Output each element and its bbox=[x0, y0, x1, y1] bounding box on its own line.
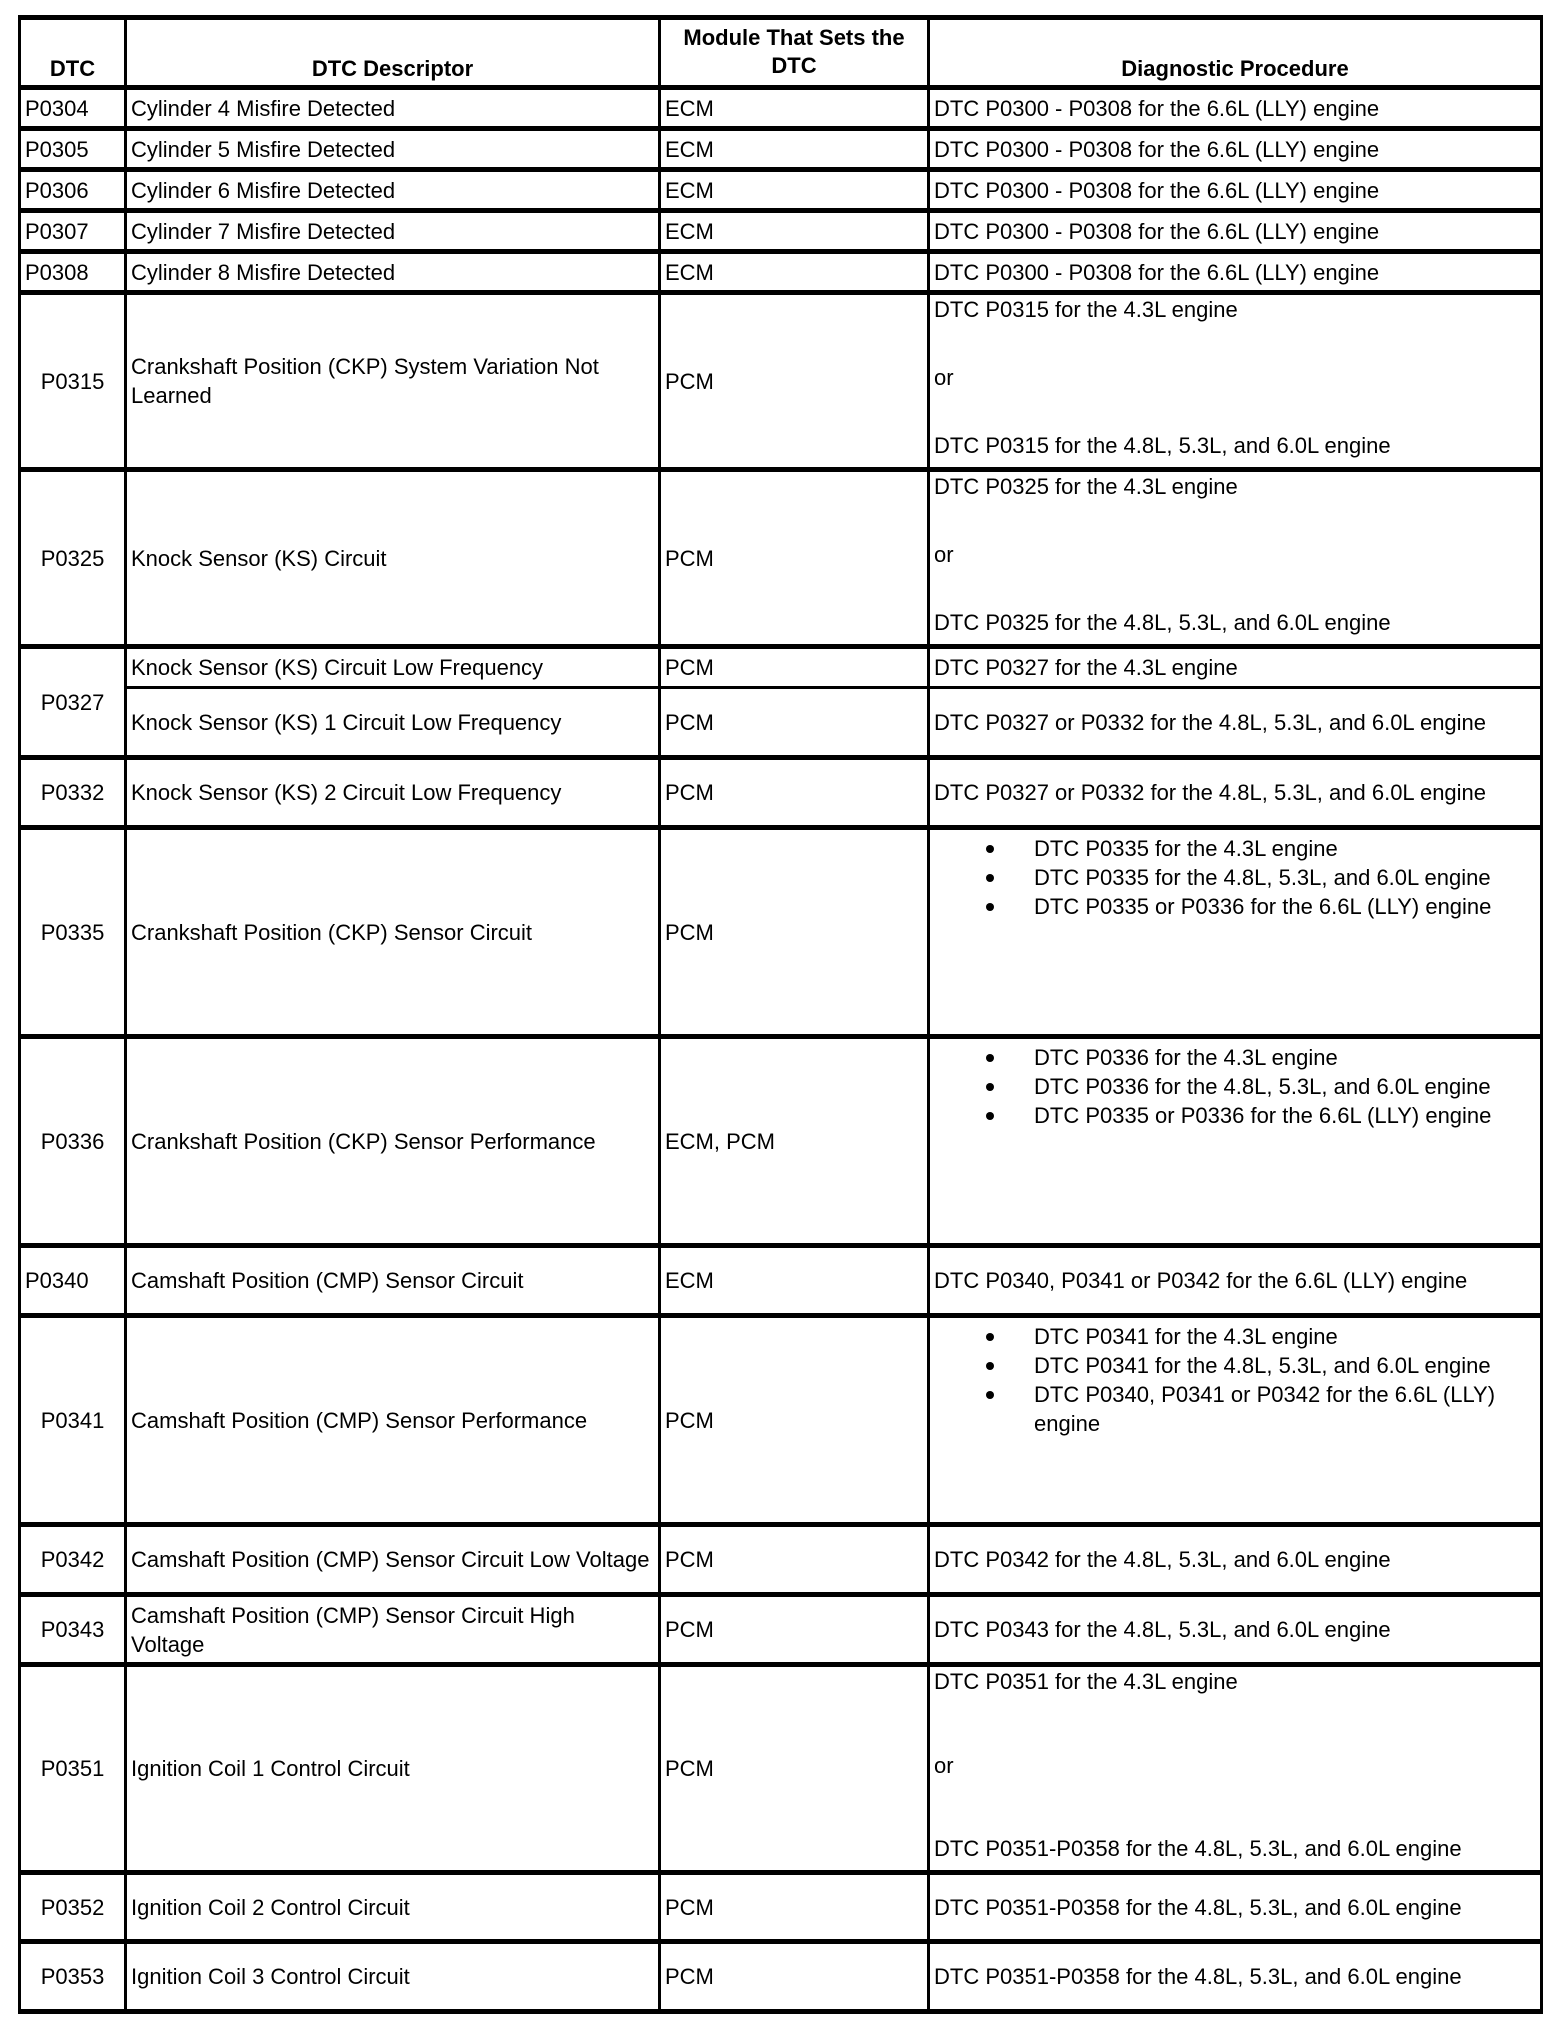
procedure-text: DTC P0351-P0358 for the 4.8L, 5.3L, and 6.0L engine bbox=[934, 1894, 1462, 1920]
descriptor-cell: Knock Sensor (KS) Circuit bbox=[126, 470, 660, 647]
procedure-paragraphs bbox=[934, 1667, 1536, 1863]
dtc-code: P0335 bbox=[20, 828, 126, 1037]
module-cell: ECM bbox=[660, 88, 929, 129]
table-row bbox=[20, 293, 1542, 470]
table-row bbox=[20, 688, 1542, 758]
dtc-code: P0305 bbox=[20, 129, 126, 170]
dtc-code: P0353 bbox=[20, 1942, 126, 2012]
procedure-item: DTC P0335 or P0336 for the 6.6L (LLY) engine bbox=[1034, 892, 1536, 921]
table-row bbox=[20, 129, 1542, 170]
dtc-table bbox=[18, 15, 1543, 2014]
descriptor-cell: Crankshaft Position (CKP) Sensor Performance bbox=[126, 1037, 660, 1246]
table-row bbox=[20, 1316, 1542, 1525]
procedure-cell bbox=[929, 1037, 1542, 1246]
descriptor-cell: Ignition Coil 3 Control Circuit bbox=[126, 1942, 660, 2012]
dtc-code: P0351 bbox=[20, 1665, 126, 1873]
descriptor-cell: Cylinder 5 Misfire Detected bbox=[126, 129, 660, 170]
descriptor-cell: Ignition Coil 2 Control Circuit bbox=[126, 1873, 660, 1942]
header-procedure: Diagnostic Procedure bbox=[929, 18, 1542, 88]
descriptor-cell: Cylinder 7 Misfire Detected bbox=[126, 211, 660, 252]
procedure-item: DTC P0335 for the 4.3L engine bbox=[1034, 834, 1536, 863]
procedure-text: DTC P0351-P0358 for the 4.8L, 5.3L, and 6.0L engine bbox=[934, 1964, 1462, 1989]
procedure-item: DTC P0341 for the 4.8L, 5.3L, and 6.0L engine bbox=[1034, 1351, 1536, 1380]
dtc-code: P0306 bbox=[20, 170, 126, 211]
procedure-cell bbox=[929, 1873, 1542, 1942]
procedure-list bbox=[934, 1043, 1536, 1130]
procedure-item: DTC P0336 for the 4.3L engine bbox=[1034, 1043, 1536, 1072]
procedure-cell bbox=[929, 129, 1542, 170]
procedure-paragraph: DTC P0325 for the 4.8L, 5.3L, and 6.0L engine bbox=[934, 610, 1391, 635]
descriptor-cell: Ignition Coil 1 Control Circuit bbox=[126, 1665, 660, 1873]
table-row bbox=[20, 758, 1542, 828]
procedure-cell bbox=[929, 688, 1542, 758]
procedure-cell bbox=[929, 828, 1542, 1037]
procedure-cell bbox=[929, 170, 1542, 211]
procedure-cell bbox=[929, 1316, 1542, 1525]
header-descriptor: DTC Descriptor bbox=[126, 18, 660, 88]
procedure-text: DTC P0342 for the 4.8L, 5.3L, and 6.0L engine bbox=[934, 1547, 1391, 1572]
procedure-text: DTC P0300 - P0308 for the 6.6L (LLY) engine bbox=[934, 136, 1380, 162]
header-module: Module That Sets the DTC bbox=[660, 18, 929, 88]
module-cell: ECM bbox=[660, 252, 929, 293]
module-cell: PCM bbox=[660, 1665, 929, 1873]
module-cell: ECM bbox=[660, 211, 929, 252]
module-cell: PCM bbox=[660, 1942, 929, 2012]
descriptor-cell: Camshaft Position (CMP) Sensor Circuit High Voltage bbox=[126, 1595, 660, 1665]
dtc-code: P0352 bbox=[20, 1873, 126, 1942]
descriptor-cell: Camshaft Position (CMP) Sensor Performance bbox=[126, 1316, 660, 1525]
descriptor-cell: Knock Sensor (KS) Circuit Low Frequency bbox=[126, 647, 660, 688]
procedure-item: DTC P0336 for the 4.8L, 5.3L, and 6.0L engine bbox=[1034, 1072, 1536, 1101]
procedure-paragraph: or bbox=[934, 1752, 954, 1778]
dtc-code: P0304 bbox=[20, 88, 126, 129]
procedure-cell bbox=[929, 1595, 1542, 1665]
table-row bbox=[20, 470, 1542, 647]
table-row bbox=[20, 1246, 1542, 1316]
procedure-cell bbox=[929, 1665, 1542, 1873]
table-row bbox=[20, 1595, 1542, 1665]
procedure-text: DTC P0327 or P0332 for the 4.8L, 5.3L, and 6.0L engine bbox=[934, 780, 1487, 805]
procedure-paragraph: DTC P0315 for the 4.8L, 5.3L, and 6.0L engine bbox=[934, 433, 1391, 458]
module-cell: PCM bbox=[660, 647, 929, 688]
procedure-cell bbox=[929, 1942, 1542, 2012]
descriptor-cell: Knock Sensor (KS) 1 Circuit Low Frequency bbox=[126, 688, 660, 758]
procedure-list bbox=[934, 1322, 1536, 1438]
module-cell: PCM bbox=[660, 1595, 929, 1665]
procedure-paragraph: or bbox=[934, 542, 954, 567]
procedure-item: DTC P0335 or P0336 for the 6.6L (LLY) engine bbox=[1034, 1101, 1536, 1130]
module-cell: PCM bbox=[660, 470, 929, 647]
procedure-cell bbox=[929, 88, 1542, 129]
procedure-cell bbox=[929, 470, 1542, 647]
procedure-paragraph: DTC P0351-P0358 for the 4.8L, 5.3L, and 6.0L engine bbox=[934, 1836, 1462, 1861]
table-row bbox=[20, 828, 1542, 1037]
table-row bbox=[20, 1037, 1542, 1246]
descriptor-cell: Camshaft Position (CMP) Sensor Circuit bbox=[126, 1246, 660, 1316]
procedure-cell bbox=[929, 647, 1542, 688]
descriptor-cell: Knock Sensor (KS) 2 Circuit Low Frequency bbox=[126, 758, 660, 828]
procedure-text: DTC P0340, P0341 or P0342 for the 6.6L (LLY) engine bbox=[934, 1268, 1468, 1293]
descriptor-cell: Cylinder 8 Misfire Detected bbox=[126, 252, 660, 293]
module-cell: ECM, PCM bbox=[660, 1037, 929, 1246]
procedure-cell bbox=[929, 758, 1542, 828]
module-cell: PCM bbox=[660, 1525, 929, 1595]
module-cell: PCM bbox=[660, 828, 929, 1037]
dtc-code: P0336 bbox=[20, 1037, 126, 1246]
procedure-paragraph: or bbox=[934, 365, 954, 390]
dtc-code: P0343 bbox=[20, 1595, 126, 1665]
procedure-text: DTC P0300 - P0308 for the 6.6L (LLY) engine bbox=[934, 177, 1380, 203]
module-cell: PCM bbox=[660, 1873, 929, 1942]
procedure-text: DTC P0327 or P0332 for the 4.8L, 5.3L, and 6.0L engine bbox=[934, 709, 1487, 735]
dtc-code: P0327 bbox=[20, 647, 126, 758]
module-cell: PCM bbox=[660, 1316, 929, 1525]
procedure-cell bbox=[929, 211, 1542, 252]
procedure-cell bbox=[929, 1246, 1542, 1316]
procedure-paragraph: DTC P0325 for the 4.3L engine bbox=[934, 474, 1238, 499]
table-row bbox=[20, 647, 1542, 688]
table-row bbox=[20, 170, 1542, 211]
header-dtc: DTC bbox=[20, 18, 126, 88]
module-cell: ECM bbox=[660, 1246, 929, 1316]
procedure-list bbox=[934, 834, 1536, 921]
dtc-code: P0325 bbox=[20, 470, 126, 647]
dtc-code: P0340 bbox=[20, 1246, 126, 1316]
procedure-text: DTC P0300 - P0308 for the 6.6L (LLY) engine bbox=[934, 95, 1380, 121]
procedure-paragraphs bbox=[934, 472, 1536, 637]
procedure-cell bbox=[929, 252, 1542, 293]
descriptor-cell: Crankshaft Position (CKP) Sensor Circuit bbox=[126, 828, 660, 1037]
descriptor-cell: Cylinder 4 Misfire Detected bbox=[126, 88, 660, 129]
table-row bbox=[20, 1665, 1542, 1873]
dtc-code: P0307 bbox=[20, 211, 126, 252]
procedure-text: DTC P0300 - P0308 for the 6.6L (LLY) engine bbox=[934, 218, 1380, 244]
procedure-item: DTC P0340, P0341 or P0342 for the 6.6L (LLY) engine bbox=[1034, 1380, 1536, 1438]
procedure-paragraphs bbox=[934, 295, 1536, 460]
dtc-code: P0315 bbox=[20, 293, 126, 470]
table-row bbox=[20, 1525, 1542, 1595]
descriptor-cell: Crankshaft Position (CKP) System Variation Not Learned bbox=[126, 293, 660, 470]
procedure-text: DTC P0343 for the 4.8L, 5.3L, and 6.0L engine bbox=[934, 1617, 1391, 1642]
table-row bbox=[20, 1873, 1542, 1942]
procedure-item: DTC P0341 for the 4.3L engine bbox=[1034, 1322, 1536, 1351]
dtc-code: P0308 bbox=[20, 252, 126, 293]
module-cell: PCM bbox=[660, 688, 929, 758]
procedure-paragraph: DTC P0351 for the 4.3L engine bbox=[934, 1669, 1238, 1694]
procedure-item: DTC P0335 for the 4.8L, 5.3L, and 6.0L engine bbox=[1034, 863, 1536, 892]
module-cell: ECM bbox=[660, 170, 929, 211]
dtc-code: P0332 bbox=[20, 758, 126, 828]
module-cell: PCM bbox=[660, 293, 929, 470]
module-cell: PCM bbox=[660, 758, 929, 828]
procedure-cell bbox=[929, 1525, 1542, 1595]
procedure-paragraph: DTC P0315 for the 4.3L engine bbox=[934, 297, 1238, 322]
table-row bbox=[20, 1942, 1542, 2012]
table-row bbox=[20, 252, 1542, 293]
module-cell: ECM bbox=[660, 129, 929, 170]
procedure-text: DTC P0327 for the 4.3L engine bbox=[934, 655, 1238, 680]
procedure-cell bbox=[929, 293, 1542, 470]
descriptor-cell: Camshaft Position (CMP) Sensor Circuit Low Voltage bbox=[126, 1525, 660, 1595]
table-row bbox=[20, 88, 1542, 129]
descriptor-cell: Cylinder 6 Misfire Detected bbox=[126, 170, 660, 211]
dtc-code: P0342 bbox=[20, 1525, 126, 1595]
procedure-text: DTC P0300 - P0308 for the 6.6L (LLY) engine bbox=[934, 259, 1380, 285]
header-row bbox=[20, 18, 1542, 88]
table-row bbox=[20, 211, 1542, 252]
dtc-code: P0341 bbox=[20, 1316, 126, 1525]
